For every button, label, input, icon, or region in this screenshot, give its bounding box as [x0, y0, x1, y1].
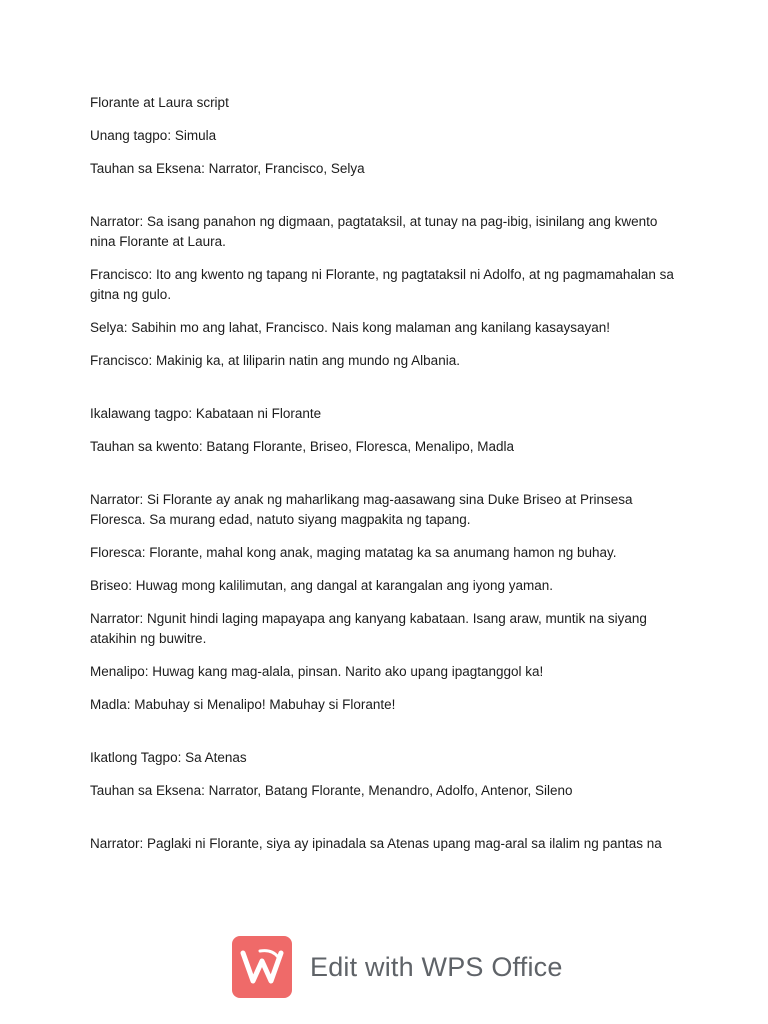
- script-paragraph: Selya: Sabihin mo ang lahat, Francisco. Nais kong malaman ang kanilang kasaysayan!: [90, 320, 611, 335]
- script-paragraph: Tauhan sa kwento: Batang Florante, Briseo, Floresca, Menalipo, Madla: [90, 439, 514, 454]
- script-paragraph: Madla: Mabuhay si Menalipo! Mabuhay si Florante!: [90, 697, 396, 712]
- script-paragraph: Narrator: Ngunit hindi laging mapayapa ang kanyang kabataan. Isang araw, muntik na siyang atakihin ng buwitre.: [90, 611, 647, 646]
- script-paragraph: Menalipo: Huwag kang mag-alala, pinsan. Narito ako upang ipagtanggol ka!: [90, 664, 544, 679]
- section-spacer: [90, 728, 680, 748]
- script-paragraph: Ikalawang tagpo: Kabataan ni Florante: [90, 406, 322, 421]
- section-spacer: [90, 470, 680, 490]
- document-title: Florante at Laura script: [90, 95, 229, 110]
- script-paragraph: Floresca: Florante, mahal kong anak, maging matatag ka sa anumang hamon ng buhay.: [90, 545, 617, 560]
- script-paragraph: Tauhan sa Eksena: Narrator, Francisco, Selya: [90, 161, 365, 176]
- script-paragraph: Narrator: Si Florante ay anak ng maharlikang mag-aasawang sina Duke Briseo at Prinsesa Floresca. Sa murang edad, natuto siyang magpakita ng tapang.: [90, 492, 633, 527]
- wps-w-glyph: [240, 947, 284, 987]
- section-spacer: [90, 814, 680, 834]
- wps-watermark[interactable]: [232, 936, 563, 998]
- section-spacer: [90, 192, 680, 212]
- script-paragraph: Briseo: Huwag mong kalilimutan, ang dangal at karangalan ang iyong yaman.: [90, 578, 554, 593]
- script-paragraph: Francisco: Ito ang kwento ng tapang ni Florante, ng pagtataksil ni Adolfo, at ng pagmamahalan sa gitna ng gulo.: [90, 267, 674, 302]
- script-paragraphs: [90, 126, 680, 854]
- wps-logo-icon: [232, 936, 292, 998]
- script-paragraph: Narrator: Paglaki ni Florante, siya ay ipinadala sa Atenas upang mag-aral sa ilalim ng pantas na: [90, 836, 662, 851]
- section-spacer: [90, 384, 680, 404]
- script-paragraph: Unang tagpo: Simula: [90, 128, 217, 143]
- script-paragraph: Francisco: Makinig ka, at liliparin natin ang mundo ng Albania.: [90, 353, 460, 368]
- wps-watermark-label: Edit with WPS Office: [310, 951, 563, 982]
- script-paragraph: Tauhan sa Eksena: Narrator, Batang Florante, Menandro, Adolfo, Antenor, Sileno: [90, 783, 573, 798]
- script-paragraph: Narrator: Sa isang panahon ng digmaan, pagtataksil, at tunay na pag-ibig, isinilang ang kwento nina Florante at Laura.: [90, 214, 658, 249]
- document-body: [90, 93, 680, 867]
- script-paragraph: Ikatlong Tagpo: Sa Atenas: [90, 750, 247, 765]
